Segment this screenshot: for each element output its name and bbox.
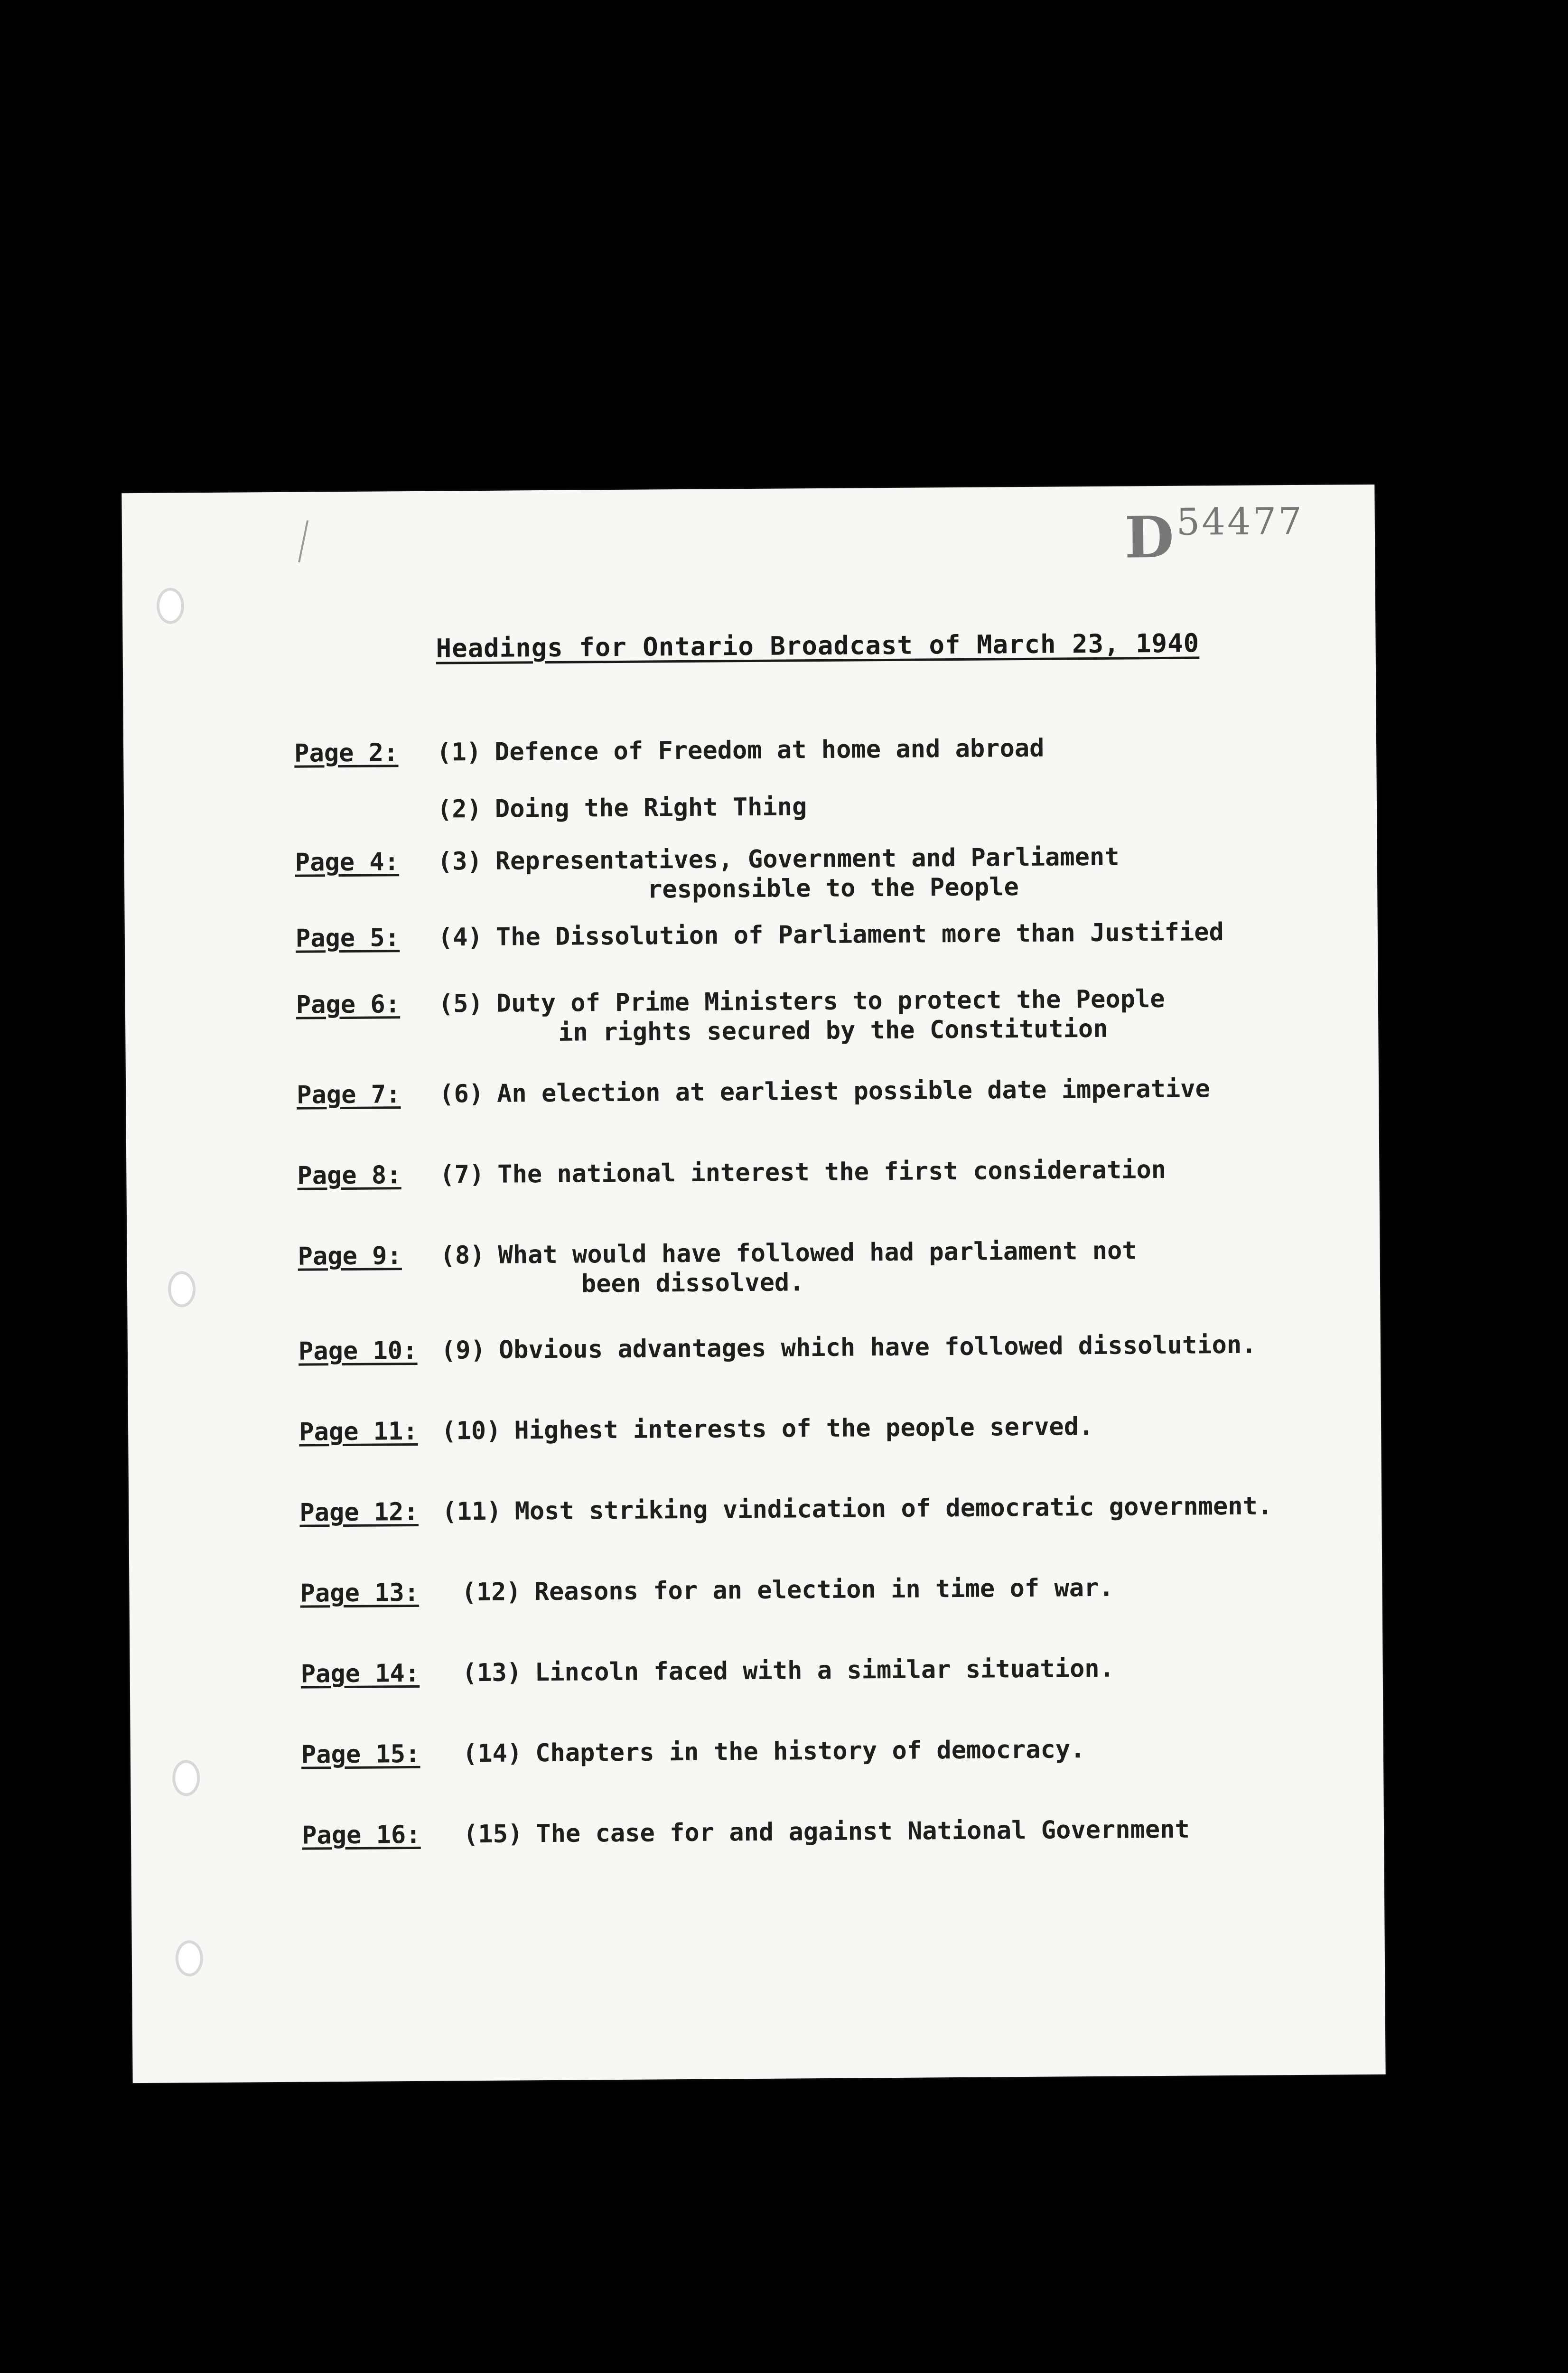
heading-entry-2 — [295, 792, 807, 825]
pencil-mark — [298, 520, 313, 563]
archive-stamp — [1124, 500, 1304, 571]
heading-text — [497, 1074, 1210, 1108]
heading-text — [514, 1491, 1272, 1526]
heading-entry-5 — [296, 984, 1166, 1049]
heading-text — [536, 1815, 1190, 1849]
heading-number: (3) — [437, 847, 482, 876]
punch-hole-bottom — [176, 1940, 204, 1976]
heading-line: Highest interests of the people served. — [514, 1412, 1094, 1445]
punch-hole-lower — [172, 1760, 200, 1796]
heading-line: What would have followed had parliament not — [498, 1236, 1137, 1270]
heading-number: (15) — [463, 1820, 523, 1849]
page-ref: Page 12: — [299, 1497, 419, 1527]
heading-entry-9 — [299, 1330, 1257, 1366]
heading-number: (6) — [439, 1079, 484, 1109]
heading-text — [495, 842, 1120, 906]
heading-number: (12) — [461, 1578, 521, 1607]
stamp-number: 54477 — [1176, 500, 1304, 544]
heading-number: (7) — [439, 1160, 485, 1189]
heading-entry-3 — [295, 842, 1120, 907]
page-ref: Page 8: — [297, 1161, 401, 1190]
page-ref: Page 7: — [296, 1080, 401, 1110]
document-page — [121, 485, 1385, 2083]
heading-number: (14) — [462, 1739, 523, 1768]
heading-text — [496, 984, 1166, 1048]
heading-text — [535, 1735, 1085, 1768]
page-ref: Page 10: — [298, 1336, 418, 1366]
heading-number: (5) — [438, 989, 483, 1018]
heading-entry-6 — [297, 1074, 1210, 1110]
heading-text — [496, 917, 1224, 952]
heading-text — [498, 1236, 1137, 1299]
page-ref — [295, 795, 437, 796]
page-ref: Page 14: — [300, 1659, 420, 1689]
heading-entry-12 — [300, 1573, 1114, 1608]
heading-line: Lincoln faced with a similar situation. — [534, 1654, 1115, 1687]
heading-entry-4 — [296, 917, 1224, 953]
document-title: Headings for Ontario Broadcast of March 23, 1940 — [436, 628, 1200, 663]
heading-number: (9) — [440, 1336, 486, 1365]
heading-line: The Dissolution of Parliament more than Justified — [495, 918, 1224, 952]
heading-number: (11) — [442, 1497, 502, 1526]
heading-number: (2) — [437, 794, 482, 824]
heading-line: Defence of Freedom at home and abroad — [494, 734, 1045, 766]
heading-line: Obvious advantages which have followed dissolution. — [498, 1330, 1257, 1364]
heading-entry-8 — [298, 1236, 1137, 1300]
heading-line: Most striking vindication of democratic government. — [514, 1492, 1273, 1526]
page-ref: Page 4: — [295, 848, 400, 877]
heading-text — [495, 792, 807, 824]
heading-line: Chapters in the history of democracy. — [535, 1735, 1085, 1768]
heading-text — [514, 1412, 1093, 1446]
page-ref: Page 11: — [299, 1417, 418, 1447]
punch-hole-middle — [168, 1271, 196, 1307]
heading-text — [499, 1330, 1257, 1365]
heading-entry-14 — [301, 1735, 1085, 1770]
heading-number: (4) — [438, 923, 483, 952]
heading-line: Reasons for an election in time of war. — [534, 1573, 1114, 1607]
heading-number: (10) — [441, 1416, 501, 1446]
heading-entry-13 — [301, 1654, 1115, 1689]
heading-number: (1) — [436, 738, 482, 767]
heading-text — [495, 734, 1045, 767]
heading-line-continued: been dissolved. — [581, 1268, 804, 1299]
page-ref: Page 13: — [300, 1578, 420, 1608]
heading-entry-11 — [299, 1491, 1272, 1527]
page-ref: Page 2: — [294, 738, 399, 768]
heading-entry-1 — [294, 734, 1045, 768]
heading-number: (8) — [440, 1241, 485, 1270]
heading-entry-7 — [297, 1155, 1166, 1191]
punch-hole-top — [157, 588, 185, 624]
heading-line: Representatives, Government and Parliament — [495, 842, 1120, 876]
page-ref: Page 6: — [296, 990, 401, 1019]
headings-list — [294, 731, 1367, 1850]
heading-line: Duty of Prime Ministers to protect the People — [496, 984, 1165, 1018]
page-ref: Page 9: — [298, 1242, 402, 1271]
heading-number: (13) — [462, 1658, 522, 1688]
heading-entry-10 — [299, 1412, 1094, 1447]
heading-line-continued: responsible to the People — [647, 873, 1019, 904]
heading-line-continued: in rights secured by the Constitution — [558, 1014, 1108, 1047]
heading-entry-15 — [302, 1815, 1190, 1850]
heading-text — [534, 1573, 1114, 1607]
heading-line: Doing the Right Thing — [495, 793, 807, 823]
heading-line: The case for and against National Government — [536, 1815, 1190, 1849]
page-ref: Page 16: — [301, 1820, 421, 1850]
heading-line: An election at earliest possible date imperative — [496, 1074, 1211, 1108]
heading-text — [535, 1654, 1114, 1688]
page-ref: Page 15: — [301, 1739, 420, 1769]
heading-text — [497, 1155, 1166, 1189]
stamp-letter: D — [1124, 504, 1175, 571]
heading-line: The national interest the first consideration — [497, 1155, 1167, 1189]
page-ref: Page 5: — [295, 924, 400, 953]
